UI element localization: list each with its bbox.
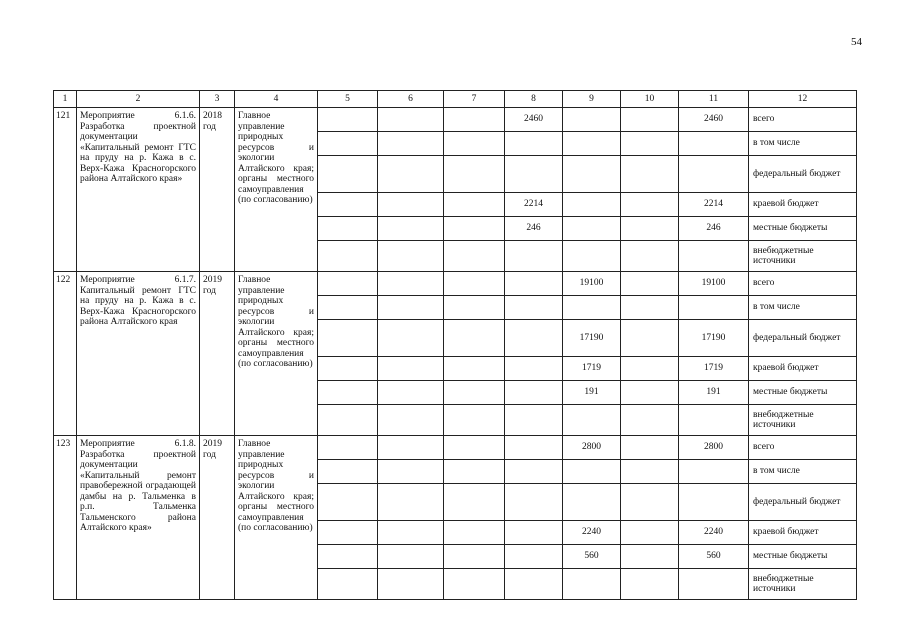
funding-value-col-9: 191	[563, 381, 621, 405]
funding-value-col-9	[563, 108, 621, 132]
funding-value-col-11: 2800	[679, 436, 749, 460]
funding-value-col-10	[621, 156, 679, 193]
funding-value-col-6	[378, 272, 444, 296]
funding-value-col-10	[621, 521, 679, 545]
funding-value-col-10	[621, 436, 679, 460]
funding-value-col-5	[318, 484, 378, 521]
row-number: 123	[54, 436, 77, 600]
funding-source: всего	[749, 436, 857, 460]
funding-source: в том числе	[749, 460, 857, 484]
funding-value-col-8	[505, 484, 563, 521]
funding-value-col-5	[318, 569, 378, 600]
column-header-9: 9	[563, 91, 621, 108]
funding-value-col-5	[318, 381, 378, 405]
funding-value-col-11: 2240	[679, 521, 749, 545]
funding-value-col-11	[679, 405, 749, 436]
funding-value-col-5	[318, 193, 378, 217]
column-header-1: 1	[54, 91, 77, 108]
funding-value-col-9: 2800	[563, 436, 621, 460]
measure-executor: Главное управление природных ресурсов и экологии Алтайского края; органы местного самоуправления (по согласованию)	[235, 436, 318, 600]
measure-name: Мероприятие 6.1.7. Капитальный ремонт ГТС на пруду на р. Кажа в с. Верх-Кажа Красногорского района Алтайского края	[77, 272, 200, 436]
funding-value-col-7	[444, 357, 505, 381]
funding-value-col-7	[444, 545, 505, 569]
funding-value-col-9: 2240	[563, 521, 621, 545]
funding-value-col-10	[621, 545, 679, 569]
funding-value-col-8	[505, 132, 563, 156]
funding-value-col-7	[444, 381, 505, 405]
funding-value-col-9	[563, 156, 621, 193]
column-header-12: 12	[749, 91, 857, 108]
funding-value-col-5	[318, 241, 378, 272]
funding-value-col-7	[444, 296, 505, 320]
column-header-8: 8	[505, 91, 563, 108]
funding-value-col-10	[621, 272, 679, 296]
funding-value-col-5	[318, 156, 378, 193]
funding-value-col-6	[378, 217, 444, 241]
funding-value-col-9: 17190	[563, 320, 621, 357]
row-number: 121	[54, 108, 77, 272]
funding-value-col-5	[318, 545, 378, 569]
funding-value-col-11	[679, 241, 749, 272]
funding-value-col-7	[444, 193, 505, 217]
page-number: 54	[851, 36, 862, 48]
funding-source: краевой бюджет	[749, 521, 857, 545]
column-header-5: 5	[318, 91, 378, 108]
funding-value-col-6	[378, 193, 444, 217]
funding-value-col-8	[505, 320, 563, 357]
table-row	[54, 272, 857, 296]
funding-value-col-10	[621, 108, 679, 132]
funding-value-col-9: 19100	[563, 272, 621, 296]
funding-value-col-9	[563, 484, 621, 521]
funding-value-col-7	[444, 436, 505, 460]
funding-value-col-7	[444, 156, 505, 193]
measure-year: 2019 год	[200, 436, 235, 600]
funding-source: внебюджетные источники	[749, 241, 857, 272]
funding-value-col-8	[505, 460, 563, 484]
table-row	[54, 436, 857, 460]
funding-value-col-9	[563, 217, 621, 241]
column-header-2: 2	[77, 91, 200, 108]
funding-value-col-10	[621, 405, 679, 436]
funding-value-col-11	[679, 296, 749, 320]
column-header-10: 10	[621, 91, 679, 108]
funding-value-col-11	[679, 156, 749, 193]
funding-value-col-10	[621, 217, 679, 241]
funding-value-col-5	[318, 436, 378, 460]
funding-value-col-8	[505, 381, 563, 405]
measure-executor: Главное управление природных ресурсов и экологии Алтайского края; органы местного самоуправления (по согласованию)	[235, 272, 318, 436]
funding-value-col-8	[505, 296, 563, 320]
table-row	[54, 108, 857, 132]
funding-value-col-5	[318, 272, 378, 296]
funding-value-col-6	[378, 156, 444, 193]
funding-value-col-8	[505, 521, 563, 545]
funding-value-col-9	[563, 460, 621, 484]
funding-value-col-7	[444, 569, 505, 600]
column-header-11: 11	[679, 91, 749, 108]
funding-value-col-6	[378, 381, 444, 405]
funding-value-col-8	[505, 569, 563, 600]
funding-source: краевой бюджет	[749, 357, 857, 381]
funding-source: федеральный бюджет	[749, 320, 857, 357]
funding-source: всего	[749, 108, 857, 132]
funding-value-col-11: 1719	[679, 357, 749, 381]
funding-value-col-7	[444, 521, 505, 545]
measure-name: Мероприятие 6.1.8. Разработка проектной документации «Капитальный ремонт правобережной оградающей дамбы на р. Тальменка в р.п. Тальменка Тальменского района Алтайского края»	[77, 436, 200, 600]
funding-value-col-9: 1719	[563, 357, 621, 381]
funding-source: местные бюджеты	[749, 545, 857, 569]
funding-value-col-7	[444, 217, 505, 241]
funding-source: федеральный бюджет	[749, 484, 857, 521]
funding-value-col-11	[679, 484, 749, 521]
funding-value-col-6	[378, 460, 444, 484]
funding-value-col-7	[444, 108, 505, 132]
funding-value-col-5	[318, 357, 378, 381]
program-table	[53, 90, 857, 600]
funding-source: местные бюджеты	[749, 217, 857, 241]
funding-value-col-9: 560	[563, 545, 621, 569]
funding-value-col-9	[563, 132, 621, 156]
funding-value-col-10	[621, 460, 679, 484]
funding-value-col-10	[621, 381, 679, 405]
funding-value-col-11: 17190	[679, 320, 749, 357]
funding-value-col-8	[505, 405, 563, 436]
funding-value-col-11: 560	[679, 545, 749, 569]
funding-value-col-6	[378, 521, 444, 545]
funding-value-col-10	[621, 296, 679, 320]
funding-value-col-7	[444, 272, 505, 296]
funding-value-col-8: 2460	[505, 108, 563, 132]
column-header-4: 4	[235, 91, 318, 108]
funding-value-col-5	[318, 460, 378, 484]
funding-value-col-7	[444, 320, 505, 357]
table-body	[54, 91, 857, 600]
funding-source: всего	[749, 272, 857, 296]
funding-value-col-7	[444, 132, 505, 156]
funding-value-col-11: 2214	[679, 193, 749, 217]
funding-value-col-10	[621, 484, 679, 521]
funding-value-col-11	[679, 569, 749, 600]
funding-value-col-5	[318, 405, 378, 436]
funding-source: федеральный бюджет	[749, 156, 857, 193]
funding-value-col-6	[378, 357, 444, 381]
row-number: 122	[54, 272, 77, 436]
funding-value-col-6	[378, 484, 444, 521]
funding-value-col-6	[378, 545, 444, 569]
column-header-6: 6	[378, 91, 444, 108]
funding-value-col-10	[621, 132, 679, 156]
funding-value-col-5	[318, 521, 378, 545]
funding-value-col-7	[444, 241, 505, 272]
funding-value-col-5	[318, 320, 378, 357]
funding-value-col-6	[378, 405, 444, 436]
funding-value-col-6	[378, 436, 444, 460]
funding-value-col-6	[378, 241, 444, 272]
funding-value-col-8: 246	[505, 217, 563, 241]
funding-value-col-8	[505, 545, 563, 569]
funding-value-col-11: 19100	[679, 272, 749, 296]
funding-value-col-7	[444, 405, 505, 436]
funding-value-col-11	[679, 460, 749, 484]
funding-value-col-5	[318, 108, 378, 132]
funding-value-col-11: 191	[679, 381, 749, 405]
column-header-3: 3	[200, 91, 235, 108]
funding-value-col-10	[621, 357, 679, 381]
funding-source: краевой бюджет	[749, 193, 857, 217]
funding-value-col-10	[621, 241, 679, 272]
funding-value-col-11: 246	[679, 217, 749, 241]
funding-source: местные бюджеты	[749, 381, 857, 405]
funding-value-col-6	[378, 108, 444, 132]
funding-value-col-8	[505, 436, 563, 460]
funding-value-col-6	[378, 132, 444, 156]
funding-source: в том числе	[749, 296, 857, 320]
funding-value-col-9	[563, 569, 621, 600]
funding-value-col-8	[505, 357, 563, 381]
funding-value-col-11: 2460	[679, 108, 749, 132]
funding-value-col-9	[563, 405, 621, 436]
funding-value-col-5	[318, 217, 378, 241]
column-header-7: 7	[444, 91, 505, 108]
header-row	[54, 91, 857, 108]
funding-value-col-9	[563, 241, 621, 272]
measure-year: 2018 год	[200, 108, 235, 272]
funding-source: в том числе	[749, 132, 857, 156]
funding-value-col-7	[444, 460, 505, 484]
funding-value-col-8	[505, 241, 563, 272]
funding-value-col-10	[621, 193, 679, 217]
funding-value-col-5	[318, 296, 378, 320]
funding-value-col-8: 2214	[505, 193, 563, 217]
funding-value-col-8	[505, 272, 563, 296]
funding-value-col-6	[378, 296, 444, 320]
funding-value-col-6	[378, 320, 444, 357]
funding-source: внебюджетные источники	[749, 569, 857, 600]
funding-value-col-10	[621, 569, 679, 600]
funding-value-col-10	[621, 320, 679, 357]
measure-year: 2019 год	[200, 272, 235, 436]
funding-value-col-5	[318, 132, 378, 156]
funding-value-col-11	[679, 132, 749, 156]
funding-value-col-9	[563, 296, 621, 320]
funding-source: внебюджетные источники	[749, 405, 857, 436]
funding-value-col-9	[563, 193, 621, 217]
funding-value-col-6	[378, 569, 444, 600]
measure-executor: Главное управление природных ресурсов и экологии Алтайского края; органы местного самоуправления (по согласованию)	[235, 108, 318, 272]
funding-value-col-8	[505, 156, 563, 193]
measure-name: Мероприятие 6.1.6. Разработка проектной документации «Капитальный ремонт ГТС на пруду на р. Кажа в с. Верх-Кажа Красногорского района Алтайского края»	[77, 108, 200, 272]
funding-value-col-7	[444, 484, 505, 521]
